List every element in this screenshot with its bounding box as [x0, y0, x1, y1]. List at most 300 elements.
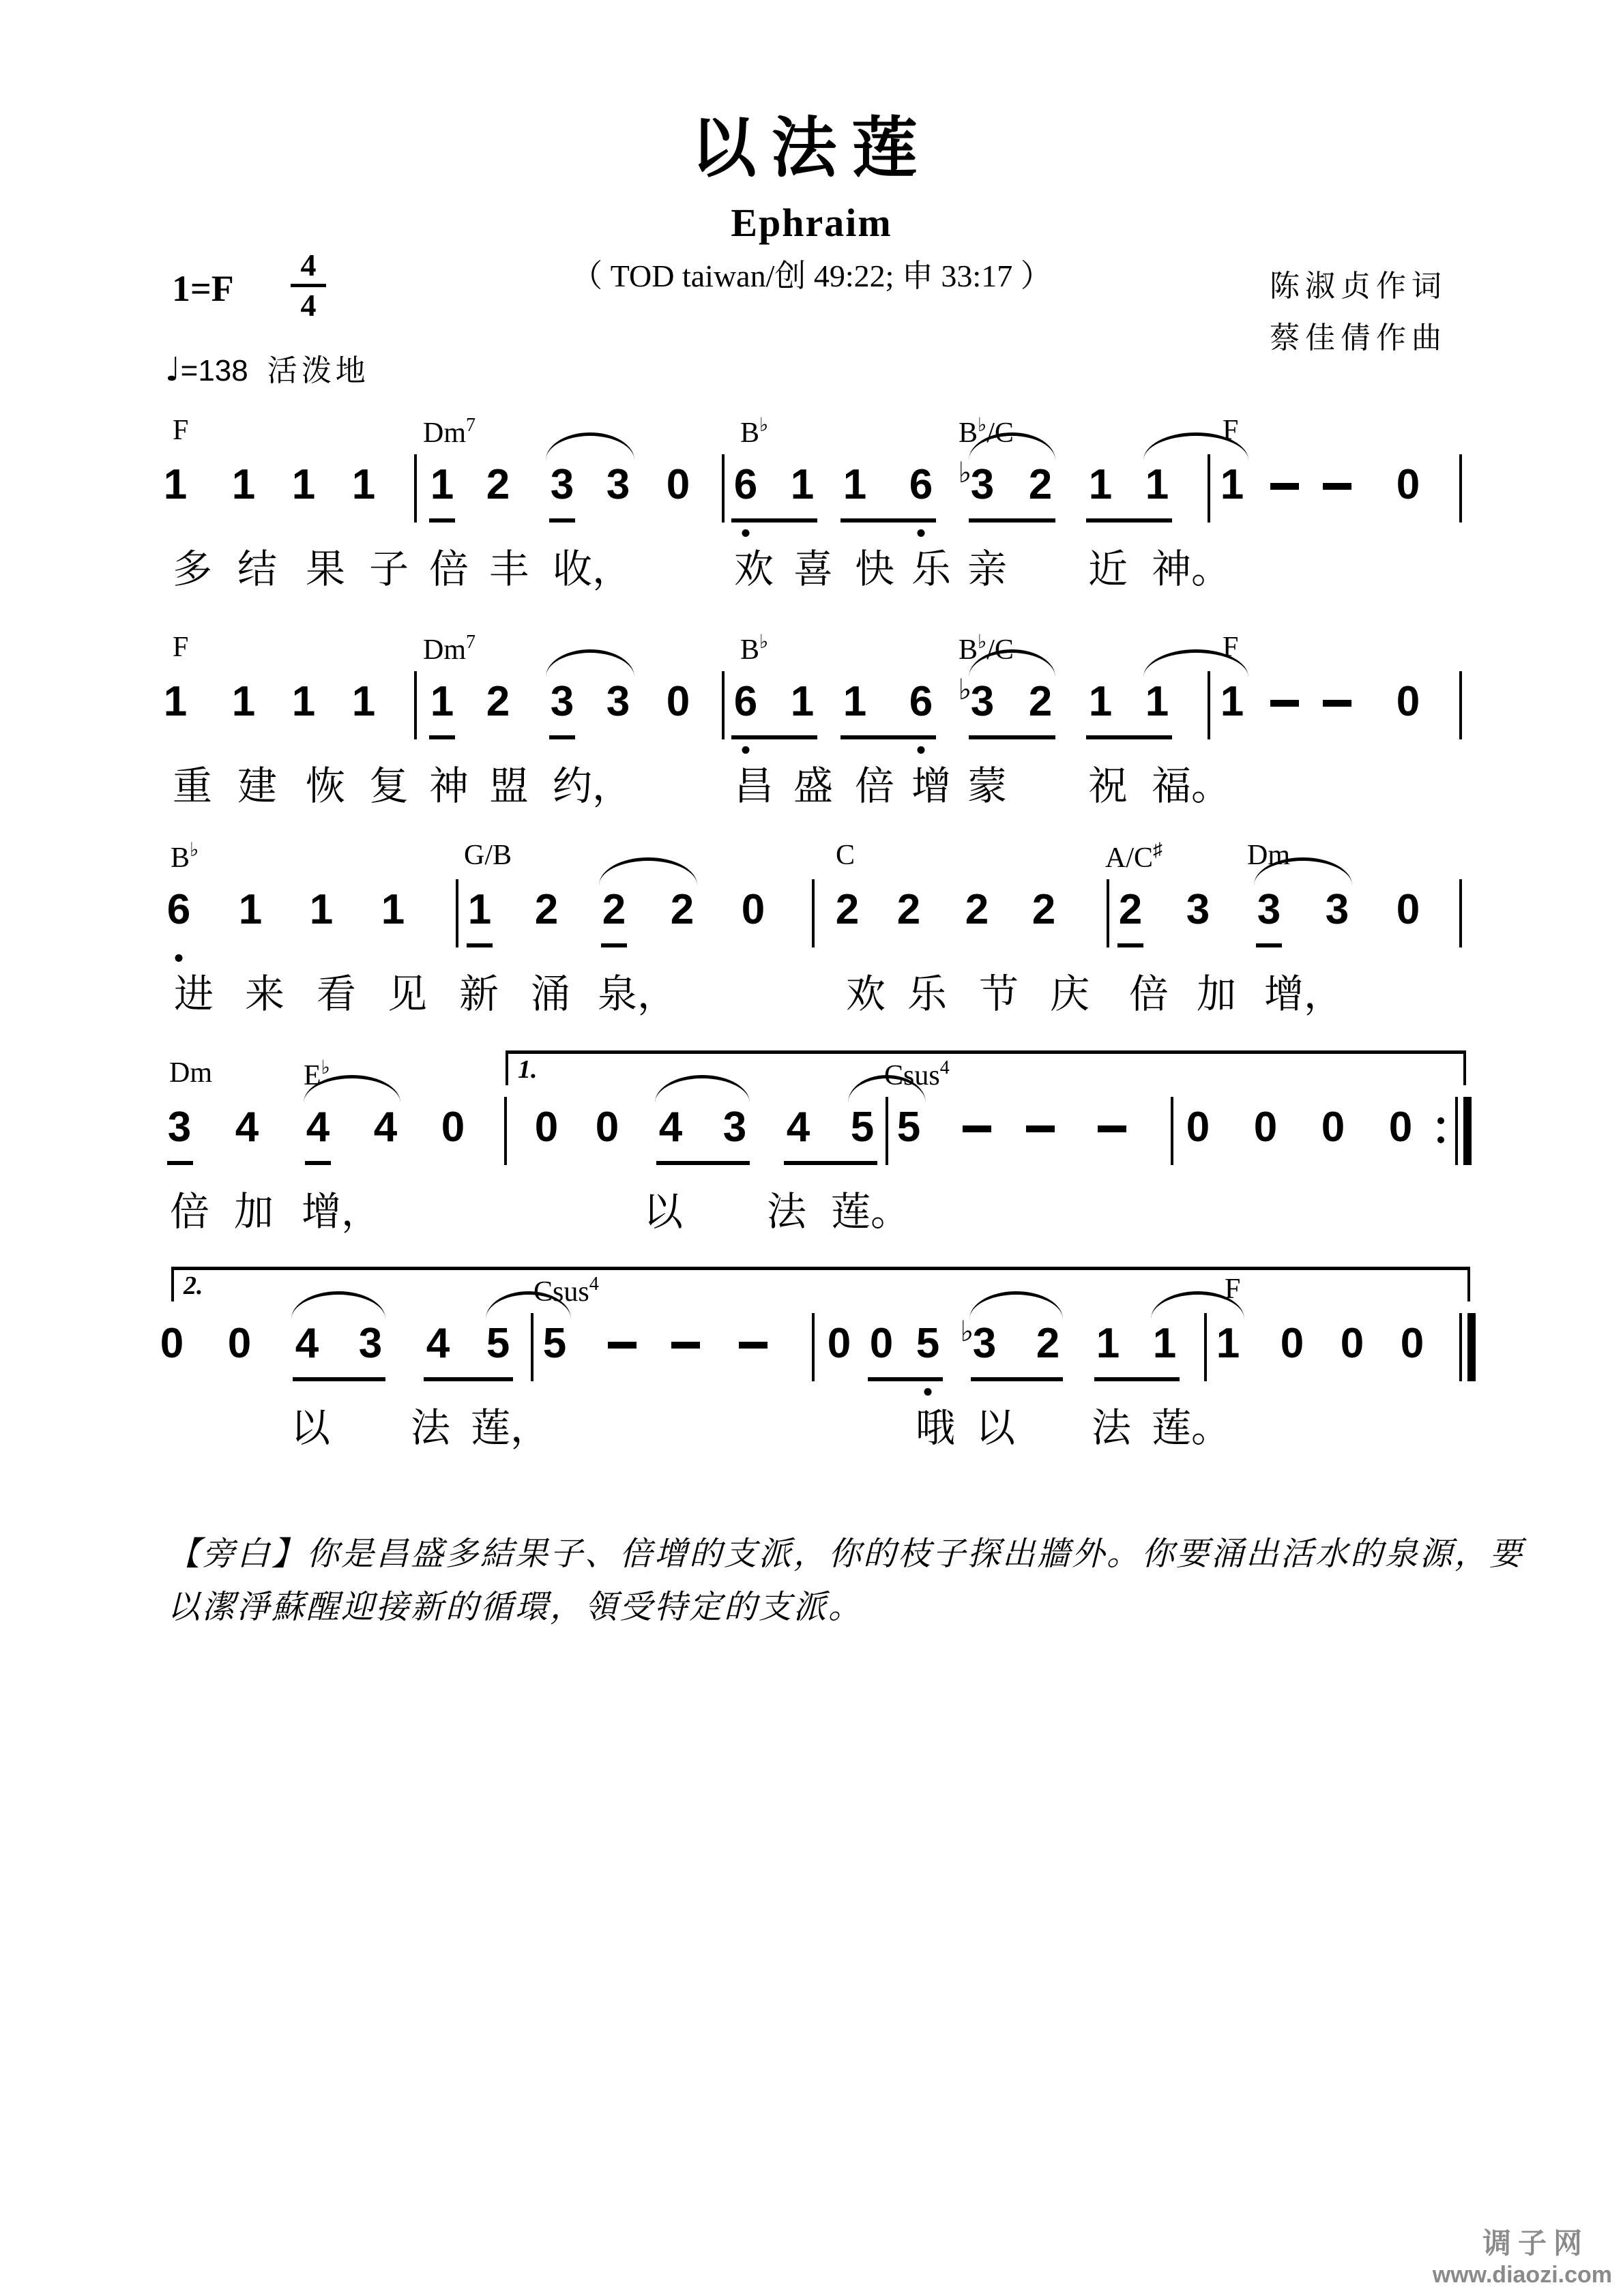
- flat-sign: ♭: [960, 1314, 974, 1348]
- barline: [414, 454, 417, 523]
- eighth-beam: [429, 735, 455, 739]
- barline: [1208, 671, 1210, 739]
- eighth-beam: [731, 518, 817, 523]
- note-digit: [441, 1106, 465, 1149]
- note-digit: [166, 886, 191, 933]
- note-value: 3: [167, 1104, 192, 1151]
- barline: [722, 671, 725, 739]
- note-digit: [231, 678, 256, 725]
- chord-root: Dm: [423, 417, 466, 449]
- note-value: 2: [1028, 678, 1053, 725]
- note-value: 3: [358, 1320, 383, 1367]
- note-digit: [896, 886, 921, 933]
- note-digit: [163, 461, 188, 508]
- note-value: 0: [1396, 678, 1420, 725]
- note-value: 1: [1088, 678, 1113, 725]
- note-value: 1: [291, 461, 316, 508]
- lyric-text: 收，: [553, 547, 632, 591]
- note-value: 4: [658, 1104, 683, 1151]
- note-value: 2: [602, 886, 626, 933]
- time-divider: [291, 284, 326, 287]
- note-value: 5: [850, 1104, 875, 1151]
- note-digit: [1186, 886, 1210, 933]
- chord-label: [423, 416, 476, 447]
- note-value: 0: [160, 1320, 184, 1367]
- note-value: 1: [1152, 1320, 1177, 1367]
- narration-line-1: 【旁白】你是昌盛多結果子、倍增的支派，你的枝子探出牆外。你要涌出活水的泉源，要: [167, 1536, 1525, 1572]
- barline: [1208, 454, 1210, 523]
- note-digit: [486, 678, 510, 725]
- lyric-text: 快: [855, 547, 895, 591]
- lyric-text: 欢: [734, 547, 774, 591]
- note-value: 6: [166, 886, 191, 933]
- note-digit: [1088, 461, 1113, 508]
- barline: [456, 879, 458, 947]
- note-digit: [659, 1106, 682, 1149]
- note-value: 0: [1400, 1320, 1424, 1367]
- lyric-text: 多: [173, 547, 213, 591]
- barline: [886, 1097, 888, 1165]
- chord-root: E: [304, 1060, 321, 1091]
- note-digit: [351, 461, 376, 508]
- note-value: 1: [1220, 461, 1244, 508]
- note-value: 4: [373, 1104, 398, 1151]
- chord-superscript: 4: [939, 1057, 950, 1078]
- chord-root: B: [959, 417, 978, 449]
- chord-root: G/B: [464, 840, 512, 871]
- chord-root: B: [740, 634, 760, 666]
- note-digit: [238, 886, 263, 933]
- held-note-dash: [739, 1342, 767, 1349]
- eighth-beam: [1086, 518, 1172, 523]
- note-value: 3: [550, 461, 574, 508]
- tempo-bpm: =138: [180, 354, 248, 387]
- note-value: 0: [534, 1104, 559, 1151]
- note-digit: [486, 461, 510, 508]
- barline: [1455, 1097, 1458, 1165]
- note-digit: [1396, 678, 1420, 725]
- barline: [1459, 671, 1462, 739]
- volta-bracket: [506, 1050, 1466, 1085]
- time-signature: [289, 250, 327, 321]
- held-note-dash: [1098, 1125, 1126, 1132]
- note-digit: [1186, 1106, 1210, 1149]
- lyric-text: 新: [459, 972, 499, 1016]
- eighth-beam: [167, 1161, 193, 1165]
- eighth-beam: [868, 1377, 943, 1381]
- lyric-text: 子: [369, 547, 409, 591]
- lyric-text: 加: [234, 1190, 274, 1234]
- note-value: 0: [869, 1320, 894, 1367]
- slur-arc: [599, 857, 697, 885]
- lyric-text: 祝: [1088, 764, 1128, 808]
- barline: [414, 671, 417, 739]
- note-digit: [227, 1320, 252, 1367]
- note-digit: [486, 1320, 510, 1367]
- note-digit: [430, 461, 454, 508]
- repeat-dot: [1437, 1117, 1444, 1124]
- eighth-beam: [971, 1377, 1063, 1381]
- chord-label: [836, 841, 855, 870]
- chord-superscript: 4: [589, 1274, 599, 1295]
- note-digit: [231, 461, 256, 508]
- note-digit: [787, 1106, 810, 1149]
- note-value: 1: [430, 461, 454, 508]
- note-value: 1: [1145, 678, 1169, 725]
- chord-root: F: [1223, 632, 1239, 663]
- note-digit: [1028, 461, 1053, 508]
- lyric-text: 神: [429, 764, 469, 808]
- chord-label: [173, 416, 188, 445]
- lyric-text: 以: [291, 1406, 331, 1450]
- lyric-text: 莲，: [471, 1406, 551, 1450]
- note-digit: [1145, 678, 1169, 725]
- lyric-text: 增: [911, 764, 952, 808]
- barline: [1171, 1097, 1173, 1165]
- note-value: 1: [231, 678, 256, 725]
- flat-sign: ♭: [958, 673, 972, 706]
- note-value: 1: [291, 678, 316, 725]
- note-digit: [295, 1320, 319, 1367]
- note-digit: [733, 678, 758, 725]
- chord-label: [169, 1059, 212, 1087]
- chord-superscript: ♭: [759, 632, 769, 653]
- lyric-text: 看: [317, 972, 357, 1016]
- time-numerator: 4: [300, 248, 317, 282]
- chord-label: [173, 633, 188, 662]
- note-value: 1: [238, 886, 263, 933]
- chord-root: F: [173, 632, 189, 663]
- note-value: 0: [1388, 1104, 1413, 1151]
- note-digit: [606, 678, 630, 725]
- lyric-text: 近: [1088, 547, 1128, 591]
- chord-label: [740, 633, 768, 664]
- octave-dot: [918, 746, 925, 754]
- note-value: 4: [295, 1320, 319, 1367]
- lyric-text: 喜: [793, 547, 834, 591]
- note-digit: [381, 886, 405, 933]
- note-digit: [168, 1106, 191, 1149]
- octave-dot: [742, 529, 750, 537]
- note-value: 3: [970, 678, 995, 725]
- chord-root: F: [1223, 415, 1239, 446]
- chord-superscript: ♭: [978, 632, 987, 653]
- barline: [1107, 879, 1109, 947]
- slur-arc: [546, 649, 634, 677]
- tempo-marking: [165, 351, 370, 389]
- note-digit: [309, 886, 334, 933]
- slur-arc: [546, 432, 634, 460]
- note-value: 0: [441, 1104, 465, 1151]
- chord-root: /C: [986, 417, 1014, 449]
- lyric-text: 倍: [855, 764, 895, 808]
- note-digit: [1321, 1106, 1345, 1149]
- note-value: 3: [970, 461, 995, 508]
- lyric-text: 昌: [734, 764, 774, 808]
- note-digit: [602, 886, 626, 933]
- note-value: 2: [486, 461, 510, 508]
- held-note-dash: [1270, 700, 1299, 707]
- note-digit: [790, 678, 815, 725]
- eighth-beam: [601, 943, 627, 947]
- note-value: 1: [1145, 461, 1169, 508]
- note-value: 3: [1186, 886, 1210, 933]
- note-digit: [1325, 886, 1349, 933]
- watermark-site-url: www.diaozi.com: [1432, 2262, 1612, 2288]
- chord-label: [1105, 841, 1163, 872]
- note-value: 6: [733, 461, 758, 508]
- note-digit: [670, 886, 694, 933]
- note-value: 1: [309, 886, 334, 933]
- note-digit: [897, 1106, 920, 1149]
- volta-label: 2.: [184, 1271, 203, 1300]
- chord-superscript: ♭: [190, 840, 199, 861]
- chord-root: Dm: [1247, 840, 1290, 871]
- note-digit: [1096, 1320, 1120, 1367]
- note-digit: [358, 1320, 383, 1367]
- chord-root: F: [1225, 1274, 1241, 1305]
- note-digit: [1340, 1320, 1364, 1367]
- lyric-text: 果: [306, 547, 346, 591]
- lyric-text: 莲。: [831, 1190, 911, 1234]
- note-value: 2: [835, 886, 860, 933]
- note-value: 0: [1321, 1104, 1345, 1151]
- note-value: 1: [430, 678, 454, 725]
- lyric-text: 亲: [967, 547, 1008, 591]
- note-value: 4: [235, 1104, 259, 1151]
- held-note-dash: [1026, 1125, 1055, 1132]
- lyric-text: 哦: [916, 1406, 956, 1450]
- note-value: 0: [1280, 1320, 1304, 1367]
- note-value: 0: [595, 1104, 619, 1151]
- eighth-beam: [1117, 943, 1143, 947]
- lyric-text: 来: [245, 972, 285, 1016]
- watermark: [1433, 2229, 1612, 2286]
- note-value: 1: [467, 886, 492, 933]
- flat-sign: ♭: [958, 456, 972, 489]
- barline: [1204, 1313, 1207, 1381]
- note-digit: [160, 1320, 184, 1367]
- note-digit: [909, 461, 933, 508]
- held-note-dash: [671, 1342, 700, 1349]
- note-value: 4: [306, 1104, 330, 1151]
- lyric-text: 加: [1197, 972, 1237, 1016]
- eighth-beam: [424, 1377, 513, 1381]
- lyric-text: 丰: [489, 547, 529, 591]
- chord-superscript: ♯: [1153, 840, 1163, 861]
- note-digit: [1389, 1106, 1412, 1149]
- held-note-dash: [608, 1342, 637, 1349]
- chord-root: Dm: [423, 634, 466, 666]
- note-digit: [534, 886, 559, 933]
- lyric-text: 泉，: [598, 972, 677, 1016]
- note-digit: [958, 673, 995, 725]
- note-digit: [1220, 461, 1244, 508]
- octave-dot: [918, 529, 925, 537]
- note-digit: [1036, 1320, 1060, 1367]
- lyric-text: 蒙: [967, 764, 1008, 808]
- eighth-beam: [656, 1161, 750, 1165]
- eighth-beam: [429, 518, 455, 523]
- octave-dot: [924, 1388, 932, 1396]
- note-value: 6: [909, 461, 933, 508]
- barline: [1459, 454, 1462, 523]
- note-value: 1: [163, 461, 188, 508]
- barline: [1459, 1313, 1462, 1381]
- note-value: 0: [1340, 1320, 1364, 1367]
- note-digit: [827, 1320, 851, 1367]
- note-digit: [550, 678, 574, 725]
- note-digit: [351, 678, 376, 725]
- note-digit: [550, 461, 574, 508]
- lyric-text: 约，: [553, 764, 632, 808]
- lyric-text: 节: [979, 972, 1019, 1016]
- note-value: 1: [843, 461, 867, 508]
- note-digit: [960, 1314, 997, 1367]
- note-digit: [851, 1106, 874, 1149]
- note-value: 2: [1028, 461, 1053, 508]
- barline: [722, 454, 725, 523]
- held-note-dash: [1323, 483, 1351, 490]
- tempo-style: 活泼地: [267, 354, 370, 387]
- note-digit: [1145, 461, 1169, 508]
- chord-label: [171, 841, 199, 872]
- note-digit: [843, 461, 867, 508]
- note-digit: [909, 678, 933, 725]
- lyric-text: 倍: [429, 547, 469, 591]
- note-value: 2: [670, 886, 694, 933]
- note-value: 1: [790, 461, 815, 508]
- note-digit: [291, 461, 316, 508]
- lyric-text: 增，: [302, 1190, 381, 1234]
- note-digit: [733, 461, 758, 508]
- note-digit: [426, 1320, 450, 1367]
- note-digit: [965, 886, 989, 933]
- chord-root: F: [173, 415, 189, 446]
- note-value: 1: [1088, 461, 1113, 508]
- note-digit: [1280, 1320, 1304, 1367]
- note-digit: [835, 886, 860, 933]
- octave-dot: [175, 954, 183, 962]
- lyric-text: 以: [643, 1190, 684, 1234]
- chord-root: /C: [986, 634, 1014, 666]
- lyric-text: 见: [388, 972, 428, 1016]
- note-value: 6: [909, 678, 933, 725]
- note-value: 4: [786, 1104, 810, 1151]
- note-value: 4: [426, 1320, 450, 1367]
- barline: [1459, 879, 1462, 947]
- chord-superscript: 7: [466, 632, 476, 653]
- note-value: 1: [381, 886, 405, 933]
- octave-dot: [742, 746, 750, 754]
- note-digit: [916, 1320, 940, 1367]
- note-value: 0: [1186, 1104, 1210, 1151]
- eighth-beam: [1094, 1377, 1180, 1381]
- note-value: 1: [351, 461, 376, 508]
- note-digit: [596, 1106, 619, 1149]
- eighth-beam: [840, 735, 936, 739]
- note-value: 1: [843, 678, 867, 725]
- note-digit: [958, 456, 995, 508]
- volta-label: 1.: [518, 1055, 538, 1084]
- note-value: 0: [1396, 461, 1420, 508]
- held-note-dash: [1323, 700, 1351, 707]
- note-value: 3: [606, 461, 630, 508]
- note-digit: [723, 1106, 746, 1149]
- chord-root: A/C: [1105, 842, 1154, 874]
- chord-superscript: 7: [466, 415, 476, 436]
- note-value: 2: [1036, 1320, 1060, 1367]
- eighth-beam: [1256, 943, 1282, 947]
- lyricist-credit: 陈淑贞作词: [1270, 269, 1447, 303]
- lyric-text: 增，: [1264, 972, 1344, 1016]
- lyric-text: 莲。: [1152, 1406, 1231, 1450]
- eighth-beam: [1086, 735, 1172, 739]
- lyric-text: 法: [1092, 1406, 1132, 1450]
- lyric-text: 乐: [911, 547, 952, 591]
- lyric-text: 建: [237, 764, 278, 808]
- note-digit: [869, 1320, 894, 1367]
- lyric-text: 法: [767, 1190, 807, 1234]
- note-digit: [790, 461, 815, 508]
- lyric-text: 乐: [907, 972, 948, 1016]
- note-value: 1: [351, 678, 376, 725]
- chord-label: [464, 841, 512, 870]
- chord-root: B: [740, 417, 760, 449]
- chord-root: B: [959, 634, 978, 666]
- note-digit: [291, 678, 316, 725]
- note-digit: [1220, 678, 1244, 725]
- note-value: 3: [550, 678, 574, 725]
- note-value: 3: [722, 1104, 747, 1151]
- lyric-text: 盛: [793, 764, 834, 808]
- note-value: 0: [1396, 886, 1420, 933]
- note-digit: [1088, 678, 1113, 725]
- narration-line-2: 以潔淨蘇醒迎接新的循環，領受特定的支派。: [167, 1589, 864, 1625]
- note-digit: [1400, 1320, 1424, 1367]
- note-digit: [1118, 886, 1143, 933]
- note-value: 2: [486, 678, 510, 725]
- lyric-text: 庆: [1050, 972, 1090, 1016]
- quarter-note-icon: ♩: [165, 351, 181, 389]
- song-title: 以法莲: [690, 112, 933, 185]
- note-value: 5: [486, 1320, 510, 1367]
- note-digit: [1032, 886, 1056, 933]
- note-value: 0: [227, 1320, 252, 1367]
- chord-root: Csus: [884, 1060, 940, 1091]
- key-signature: 1=F: [172, 268, 234, 309]
- barline: [812, 879, 815, 947]
- composer-credit: 蔡佳倩作曲: [1270, 321, 1447, 355]
- chord-root: Dm: [169, 1057, 212, 1089]
- note-value: 3: [606, 678, 630, 725]
- eighth-beam: [731, 735, 817, 739]
- note-digit: [1396, 461, 1420, 508]
- note-digit: [1257, 886, 1281, 933]
- lyric-text: 重: [173, 764, 213, 808]
- lyric-text: 盟: [489, 764, 529, 808]
- note-value: 2: [534, 886, 559, 933]
- lyric-text: 欢: [846, 972, 886, 1016]
- repeat-dot: [1437, 1136, 1444, 1143]
- note-digit: [1254, 1106, 1277, 1149]
- note-value: 6: [733, 678, 758, 725]
- lyric-text: 倍: [1129, 972, 1169, 1016]
- lyric-text: 法: [411, 1406, 451, 1450]
- chord-root: Csus: [533, 1276, 589, 1308]
- chord-superscript: ♭: [759, 415, 769, 436]
- note-value: 2: [896, 886, 921, 933]
